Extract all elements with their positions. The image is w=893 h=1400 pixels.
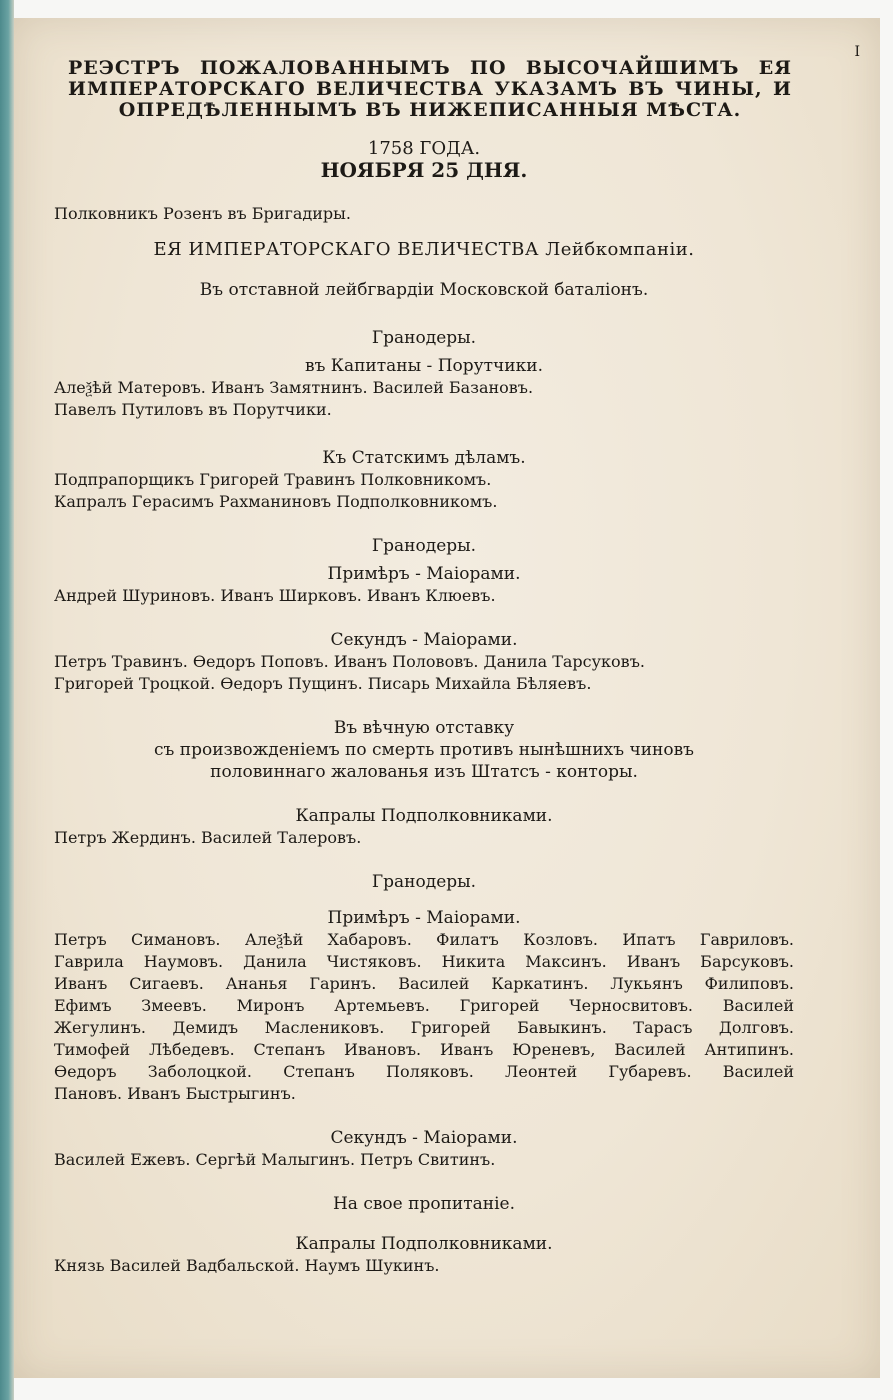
name-line: Иванъ Сигаевъ. Ананья Гаринъ. Василей Каркатинъ. Лукьянъ Филиповъ. (54, 974, 794, 993)
s1-names (54, 377, 794, 421)
name-line: Князь Василей Вадбальской. Наумъ Шукинъ. (54, 1256, 440, 1275)
s2-sub-heading: Къ Статскимъ дѣламъ. (322, 448, 526, 468)
s4-names (54, 827, 794, 849)
document-title: РЕЭСТРЪ ПОЖАЛОВАННЫМЪ ПО ВЫСОЧАЙШИМЪ ЕЯ ИМПЕРАТОРСКАГО ВЕЛИЧЕСТВА УКАЗАМЪ ВЪ ЧИНЫ, И ОПРЕДѢЛЕННЫМЪ ВЪ НИЖЕПИСАННЫЯ МѢСТА. (68, 57, 792, 121)
s2-names (54, 469, 794, 513)
s6-sub-heading: Капралы Подполковниками. (295, 1234, 553, 1254)
s5-sub-heading-2: Секундъ - Маiорами. (330, 1128, 518, 1148)
s5-group-heading: Гранодеры. (371, 872, 477, 892)
leib-company-heading: ЕЯ ИМПЕРАТОРСКАГО ВЕЛИЧЕСТВА Лейбкомпанiи. (153, 239, 695, 260)
name-line: Тимофей Лѣбедевъ. Степанъ Ивановъ. Иванъ Юреневъ, Василей Антипинъ. (54, 1040, 794, 1059)
s4-sub-heading: Капралы Подполковниками. (295, 806, 553, 826)
name-line: Василей Ежевъ. Сергѣй Малыгинъ. Петръ Свитинъ. (54, 1150, 496, 1169)
s3-sub-heading-1: Примѣръ - Маiорами. (327, 564, 521, 584)
name-line: Алеѯѣй Матеровъ. Иванъ Замятнинъ. Василей Базановъ. (54, 378, 534, 397)
s3-sub-heading-2: Секундъ - Маiорами. (330, 630, 518, 650)
s3-group-heading: Гранодеры. (371, 536, 477, 556)
s3-names-2 (54, 651, 794, 695)
name-line: Гаврила Наумовъ. Данила Чистяковъ. Никита Максинъ. Иванъ Барсуковъ. (54, 952, 794, 971)
s6-names (54, 1255, 794, 1277)
s5-names-1 (54, 929, 794, 1083)
s1-group-heading: Гранодеры. (371, 328, 477, 348)
name-line: Капралъ Герасимъ Рахманиновъ Подполковникомъ. (54, 492, 498, 511)
name-line: Жегулинъ. Демидъ Маслениковъ. Григорей Бавыкинъ. Тарасъ Долговъ. (54, 1018, 794, 1037)
book-binding-edge (0, 0, 14, 1400)
s5-names-2 (54, 1149, 794, 1171)
s5-sub-heading-1: Примѣръ - Маiорами. (327, 908, 521, 928)
page-number: I (854, 44, 860, 60)
name-line: Петръ Симановъ. Алеѯѣй Хабаровъ. Филатъ Козловъ. Ипатъ Гавриловъ. (54, 930, 794, 949)
s5-names-1-last (54, 1083, 794, 1105)
s4-text-2: половиннаго жалованья изъ Штатсъ - конторы. (210, 762, 638, 782)
name-line: Андрей Шуриновъ. Иванъ Ширковъ. Иванъ Клюевъ. (54, 586, 496, 605)
name-line: Григорей Троцкой. Ѳедоръ Пущинъ. Писарь Михайла Бѣляевъ. (54, 674, 592, 693)
year-line: 1758 ГОДА. (367, 138, 481, 159)
name-line: Ефимъ Змеевъ. Миронъ Артемьевъ. Григорей Черносвитовъ. Василей (54, 996, 794, 1015)
s4-heading: Въ вѣчную отставку (333, 718, 515, 738)
document-content (54, 58, 794, 1277)
name-line: Подпрапорщикъ Григорей Травинъ Полковникомъ. (54, 470, 492, 489)
name-line: Петръ Жердинъ. Василей Талеровъ. (54, 828, 362, 847)
name-line: Павелъ Путиловъ въ Порутчики. (54, 400, 332, 419)
name-line: Петръ Травинъ. Ѳедоръ Поповъ. Иванъ Полововъ. Данила Тарсуковъ. (54, 652, 645, 671)
name-line: Ѳедоръ Заболоцкой. Степанъ Поляковъ. Леонтей Губаревъ. Василей (54, 1062, 794, 1081)
intro-line: Полковникъ Розенъ въ Бригадиры. (54, 204, 351, 223)
s1-sub-heading: въ Капитаны - Порутчики. (305, 356, 543, 376)
s3-names-1 (54, 585, 794, 607)
battalion-heading: Въ отставной лейбгвардiи Московской баталiонъ. (199, 280, 649, 300)
s4-text-1: съ произвожденiемъ по смерть противъ нынѣшнихъ чиновъ (154, 740, 694, 760)
date-line: НОЯБРЯ 25 ДНЯ. (320, 158, 528, 182)
name-line: Пановъ. Иванъ Быстрыгинъ. (54, 1084, 296, 1103)
document-page (14, 18, 880, 1378)
s6-heading: На свое пропитанiе. (332, 1194, 516, 1214)
